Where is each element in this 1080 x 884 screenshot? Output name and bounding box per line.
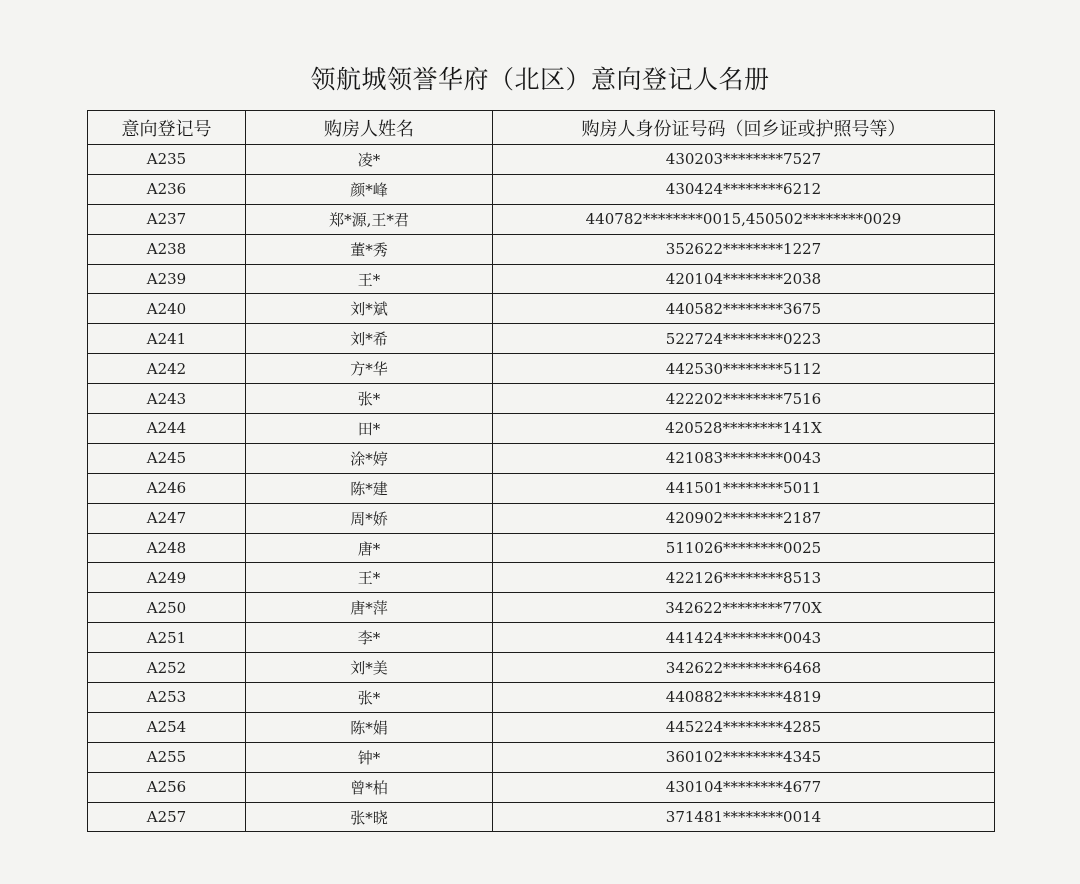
table-row [88, 533, 995, 563]
header-buyer-name: 购房人姓名 [246, 111, 493, 145]
buyer-name-cell: 周*娇 [246, 503, 493, 533]
buyer-name-cell: 刘*美 [246, 653, 493, 683]
table-row [88, 473, 995, 503]
buyer-name-cell: 陈*娟 [246, 712, 493, 742]
buyer-name-cell: 刘*希 [246, 324, 493, 354]
registration-number-cell: A248 [88, 533, 246, 563]
id-number-cell: 360102********4345 [493, 742, 995, 772]
table-row [88, 234, 995, 264]
buyer-name-cell: 田* [246, 414, 493, 444]
buyer-name-cell: 曾*柏 [246, 772, 493, 802]
table-row [88, 204, 995, 234]
registration-number-cell: A250 [88, 593, 246, 623]
id-number-cell: 342622********6468 [493, 653, 995, 683]
id-number-cell: 422126********8513 [493, 563, 995, 593]
registration-number-cell: A253 [88, 683, 246, 713]
header-buyer-id-number: 购房人身份证号码（回乡证或护照号等） [493, 111, 995, 145]
id-number-cell: 420528********141X [493, 414, 995, 444]
buyer-name-cell: 李* [246, 623, 493, 653]
id-number-cell: 511026********0025 [493, 533, 995, 563]
table-row [88, 802, 995, 832]
table-row [88, 174, 995, 204]
id-number-cell: 442530********5112 [493, 354, 995, 384]
id-number-cell: 440582********3675 [493, 294, 995, 324]
registration-number-cell: A242 [88, 354, 246, 384]
id-number-cell: 440782********0015,450502********0029 [493, 204, 995, 234]
id-number-cell: 342622********770X [493, 593, 995, 623]
table-row [88, 264, 995, 294]
id-number-cell: 421083********0043 [493, 443, 995, 473]
id-number-cell: 430104********4677 [493, 772, 995, 802]
registration-number-cell: A237 [88, 204, 246, 234]
table-row [88, 414, 995, 444]
registration-number-cell: A257 [88, 802, 246, 832]
buyer-name-cell: 凌* [246, 145, 493, 175]
registration-number-cell: A243 [88, 384, 246, 414]
registration-number-cell: A252 [88, 653, 246, 683]
buyer-name-cell: 陈*建 [246, 473, 493, 503]
table-row [88, 563, 995, 593]
id-number-cell: 420902********2187 [493, 503, 995, 533]
registration-number-cell: A247 [88, 503, 246, 533]
registration-number-cell: A255 [88, 742, 246, 772]
buyer-name-cell: 钟* [246, 742, 493, 772]
table-row [88, 772, 995, 802]
registration-number-cell: A240 [88, 294, 246, 324]
table-row [88, 354, 995, 384]
buyer-name-cell: 唐* [246, 533, 493, 563]
registration-number-cell: A256 [88, 772, 246, 802]
registration-table [87, 110, 995, 832]
buyer-name-cell: 郑*源,王*君 [246, 204, 493, 234]
table-row [88, 742, 995, 772]
buyer-name-cell: 涂*婷 [246, 443, 493, 473]
registration-number-cell: A239 [88, 264, 246, 294]
id-number-cell: 445224********4285 [493, 712, 995, 742]
registration-number-cell: A249 [88, 563, 246, 593]
registration-number-cell: A236 [88, 174, 246, 204]
buyer-name-cell: 张*晓 [246, 802, 493, 832]
table-row [88, 712, 995, 742]
document-title: 领航城领誉华府（北区）意向登记人名册 [310, 65, 770, 94]
buyer-name-cell: 王* [246, 264, 493, 294]
table-row [88, 503, 995, 533]
id-number-cell: 441424********0043 [493, 623, 995, 653]
id-number-cell: 522724********0223 [493, 324, 995, 354]
buyer-name-cell: 方*华 [246, 354, 493, 384]
id-number-cell: 420104********2038 [493, 264, 995, 294]
registration-number-cell: A238 [88, 234, 246, 264]
buyer-name-cell: 董*秀 [246, 234, 493, 264]
registration-number-cell: A251 [88, 623, 246, 653]
table-row [88, 683, 995, 713]
id-number-cell: 430424********6212 [493, 174, 995, 204]
id-number-cell: 440882********4819 [493, 683, 995, 713]
table-row [88, 145, 995, 175]
id-number-cell: 371481********0014 [493, 802, 995, 832]
table-row [88, 324, 995, 354]
buyer-name-cell: 张* [246, 683, 493, 713]
registration-number-cell: A241 [88, 324, 246, 354]
table-row [88, 443, 995, 473]
registration-number-cell: A244 [88, 414, 246, 444]
buyer-name-cell: 王* [246, 563, 493, 593]
table-body [88, 145, 995, 832]
table-row [88, 384, 995, 414]
registration-number-cell: A246 [88, 473, 246, 503]
id-number-cell: 441501********5011 [493, 473, 995, 503]
registration-number-cell: A245 [88, 443, 246, 473]
id-number-cell: 422202********7516 [493, 384, 995, 414]
registration-number-cell: A254 [88, 712, 246, 742]
table-row [88, 593, 995, 623]
id-number-cell: 430203********7527 [493, 145, 995, 175]
table-row [88, 623, 995, 653]
buyer-name-cell: 张* [246, 384, 493, 414]
registration-number-cell: A235 [88, 145, 246, 175]
id-number-cell: 352622********1227 [493, 234, 995, 264]
table-row [88, 653, 995, 683]
buyer-name-cell: 颜*峰 [246, 174, 493, 204]
table-header-row [88, 111, 995, 145]
table-row [88, 294, 995, 324]
buyer-name-cell: 刘*斌 [246, 294, 493, 324]
buyer-name-cell: 唐*萍 [246, 593, 493, 623]
header-registration-number: 意向登记号 [88, 111, 246, 145]
